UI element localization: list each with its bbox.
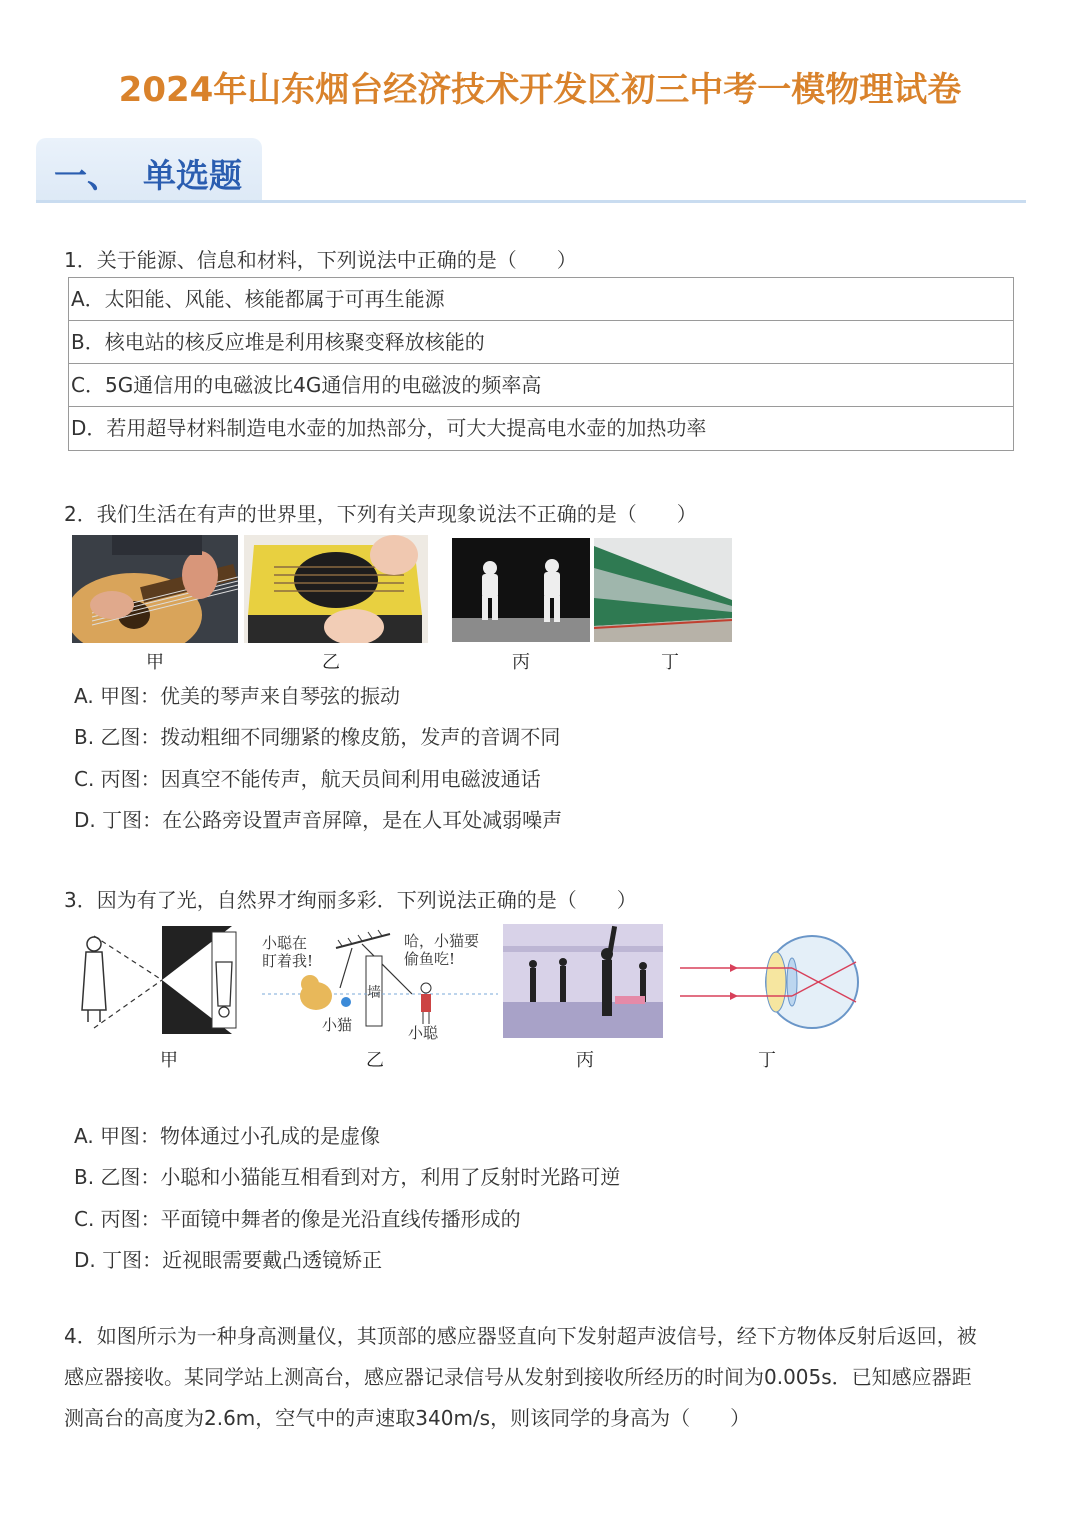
rubber-band-box-photo bbox=[244, 535, 428, 643]
cat-speech-line-1: 小聪在 bbox=[262, 934, 308, 952]
wall-label: 墙 bbox=[367, 985, 381, 1001]
cat-speech-bubble bbox=[262, 934, 313, 970]
q2-option-b[interactable]: B. 乙图：拨动粗细不同绷紧的橡皮筋，发声的音调不同 bbox=[74, 725, 561, 749]
q3-caption-yi: 乙 bbox=[366, 1050, 384, 1071]
pinhole-diagram bbox=[72, 922, 258, 1038]
q3-caption-ding: 丁 bbox=[758, 1050, 776, 1071]
eye-myopia-diagram bbox=[680, 932, 860, 1032]
q2-option-a[interactable]: A. 甲图：优美的琴声来自琴弦的振动 bbox=[74, 684, 401, 708]
noise-barrier-photo bbox=[594, 538, 732, 642]
boy-speech-line-2: 偷鱼吃! bbox=[404, 950, 456, 968]
cat-speech-line-2: 盯着我! bbox=[262, 952, 314, 970]
q3-option-c[interactable]: C. 丙图：平面镜中舞者的像是光沿直线传播形成的 bbox=[74, 1207, 521, 1231]
question-3-stem: 3．因为有了光，自然界才绚丽多彩．下列说法正确的是（ ） bbox=[64, 888, 637, 912]
q1-option-b[interactable]: B．核电站的核反应堆是利用核聚变释放核能的 bbox=[69, 321, 1013, 364]
q3-option-b[interactable]: B. 乙图：小聪和小猫能互相看到对方，利用了反射时光路可逆 bbox=[74, 1165, 621, 1189]
boy-speech-bubble bbox=[404, 932, 479, 968]
dancers-mirror-photo bbox=[503, 924, 663, 1038]
page-title: 2024年山东烟台经济技术开发区初三中考一模物理试卷 bbox=[118, 70, 962, 110]
guitar-photo bbox=[72, 535, 238, 643]
q2-option-c[interactable]: C. 丙图：因真空不能传声，航天员间利用电磁波通话 bbox=[74, 767, 541, 791]
q2-caption-ding: 丁 bbox=[661, 652, 679, 673]
q1-option-c[interactable]: C．5G通信用的电磁波比4G通信用的电磁波的频率高 bbox=[69, 364, 1013, 407]
section-divider bbox=[36, 200, 1026, 203]
cat-label: 小猫 bbox=[322, 1016, 353, 1034]
q3-caption-jia: 甲 bbox=[160, 1050, 178, 1071]
q3-option-a[interactable]: A. 甲图：物体通过小孔成的是虚像 bbox=[74, 1124, 381, 1148]
q2-caption-yi: 乙 bbox=[322, 652, 340, 673]
q1-option-a[interactable]: A．太阳能、风能、核能都属于可再生能源 bbox=[69, 278, 1013, 321]
q1-option-d[interactable]: D．若用超导材料制造电水壶的加热部分，可大大提高电水壶的加热功率 bbox=[71, 416, 707, 440]
q2-option-d[interactable]: D. 丁图：在公路旁设置声音屏障，是在人耳处减弱噪声 bbox=[74, 808, 563, 832]
q4-line-3: 测高台的高度为2.6m，空气中的声速取340m/s，则该同学的身高为（ ） bbox=[64, 1406, 751, 1430]
astronauts-photo bbox=[452, 538, 590, 642]
q3-caption-bing: 丙 bbox=[576, 1050, 594, 1071]
question-4-stem bbox=[64, 1316, 1024, 1439]
q4-line-1: 4．如图所示为一种身高测量仪，其顶部的感应器竖直向下发射超声波信号，经下方物体反射后返回，被 bbox=[64, 1324, 977, 1348]
section-label: 一、 单选题 bbox=[54, 156, 242, 195]
q3-option-d[interactable]: D. 丁图：近视眼需要戴凸透镜矫正 bbox=[74, 1248, 383, 1272]
boy-label: 小聪 bbox=[408, 1024, 439, 1042]
question-1-options bbox=[68, 277, 1014, 451]
q2-caption-jia: 甲 bbox=[146, 652, 164, 673]
boy-speech-line-1: 哈，小猫要 bbox=[404, 932, 480, 950]
q4-line-2: 感应器接收。某同学站上测高台，感应器记录信号从发射到接收所经历的时间为0.005s．已知感应器距 bbox=[64, 1365, 972, 1389]
question-1-stem: 1．关于能源、信息和材料，下列说法中正确的是（ ） bbox=[64, 248, 577, 272]
section-header bbox=[36, 138, 262, 202]
q2-caption-bing: 丙 bbox=[512, 652, 530, 673]
question-2-stem: 2．我们生活在有声的世界里，下列有关声现象说法不正确的是（ ） bbox=[64, 502, 697, 526]
